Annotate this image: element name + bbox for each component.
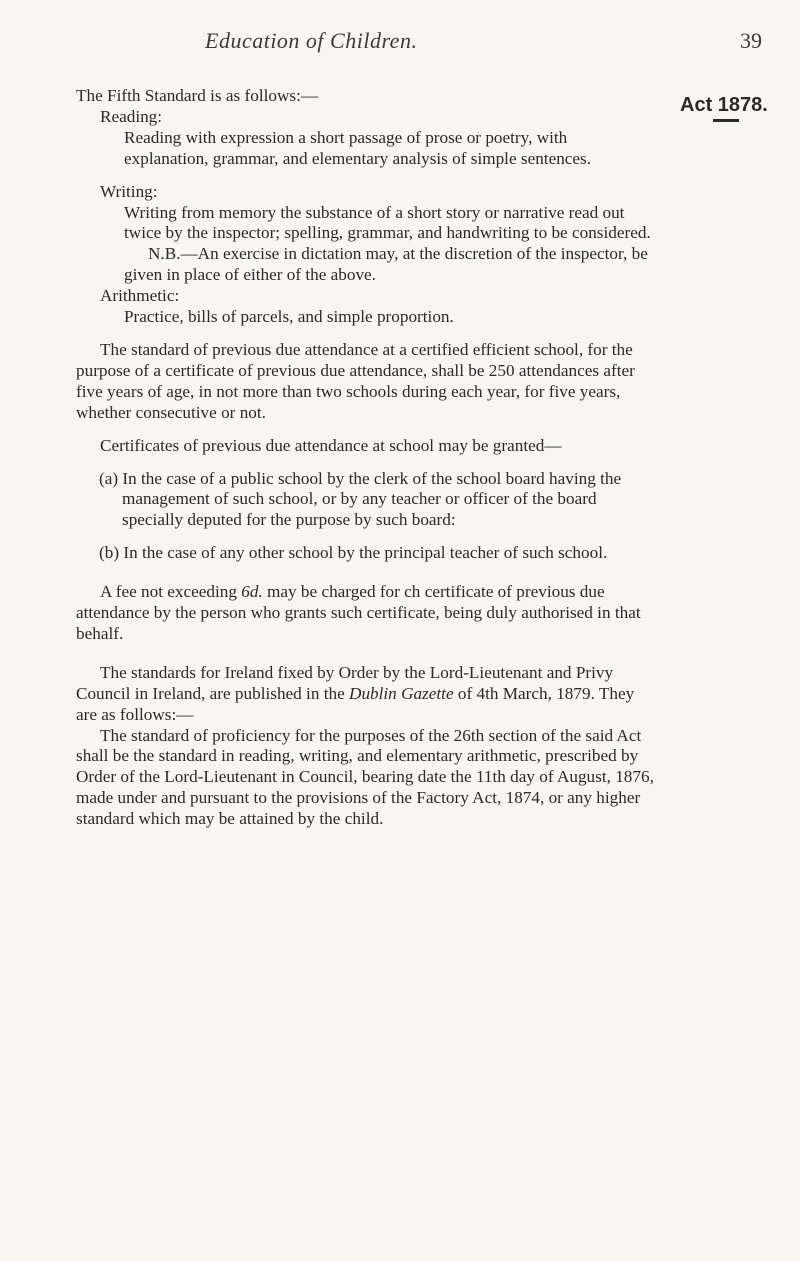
fee-paragraph [76,582,656,645]
certificates-paragraph: Certificates of previous due attendance at school may be granted— [100,435,562,455]
reading-body: Reading with expression a short passage of prose or poetry, with explanation, grammar, and elementary analysis of simple sentences. [124,127,592,168]
item-b [76,543,656,564]
attendance-standard-paragraph: The standard of previous due attendance at a certified efficient school, for the purpose of a certificate of previous due attendance, shall be 250 attendances after five years of age, in not more than two schools during each year, for five years, whether consecutive or not. [76,339,635,422]
item-b-text: In the case of any other school by the principal teacher of such school. [123,543,608,563]
writing-heading: Writing: [100,181,158,201]
ireland-paragraph [76,663,656,726]
body-text [76,86,656,830]
item-a [76,469,656,532]
item-a-label: (a) [99,468,119,488]
reading-heading: Reading: [100,106,163,126]
gazette-title: Dublin Gazette [349,683,454,703]
arithmetic-heading: Arithmetic: [100,286,180,306]
running-head: Education of Children. [205,28,418,53]
fifth-standard-intro: The Fifth Standard is as follows:— [76,86,319,105]
page-number: 39 [740,28,762,53]
fee-amount: 6d. [241,582,263,602]
fee-text-after: may be charged for ch certificate of previous due attendance by the person who grants such certificate, being duly authorised in that behalf. [76,582,641,643]
item-b-label: (b) [99,543,120,563]
arithmetic-body: Practice, bills of parcels, and simple proportion. [124,307,454,327]
fee-text-before: A fee not exceeding [100,582,242,602]
ireland-text-before: The standards for Ireland fixed by Order by the Lord-Lieutenant and Privy Council in Ireland, are published in the [76,662,614,703]
ireland-text-after: of 4th March, 1879. They are as follows:— [76,683,635,724]
nb-note: N.B.—An exercise in dictation may, at the discretion of the inspector, be given in place of either of the above. [124,244,648,285]
writing-body: Writing from memory the substance of a short story or narrative read out twice by the inspector; spelling, grammar, and handwriting to be considered. [124,202,651,243]
margin-rule [713,119,739,122]
margin-note: Act 1878. [680,94,768,116]
item-a-text: In the case of a public school by the clerk of the school board having the management of such school, or by any teacher or officer of the board specially deputed for the purpose by such board: [122,468,622,530]
proficiency-paragraph: The standard of proficiency for the purposes of the 26th section of the said Act shall be the standard in reading, writing, and elementary arithmetic, prescribed by Order of the Lord-Lieutenant in Council, bearing date the 11th day of August, 1876, made under and pursuant to the provisions of the Factory Act, 1874, or any higher standard which may be attained by the child. [76,725,654,829]
